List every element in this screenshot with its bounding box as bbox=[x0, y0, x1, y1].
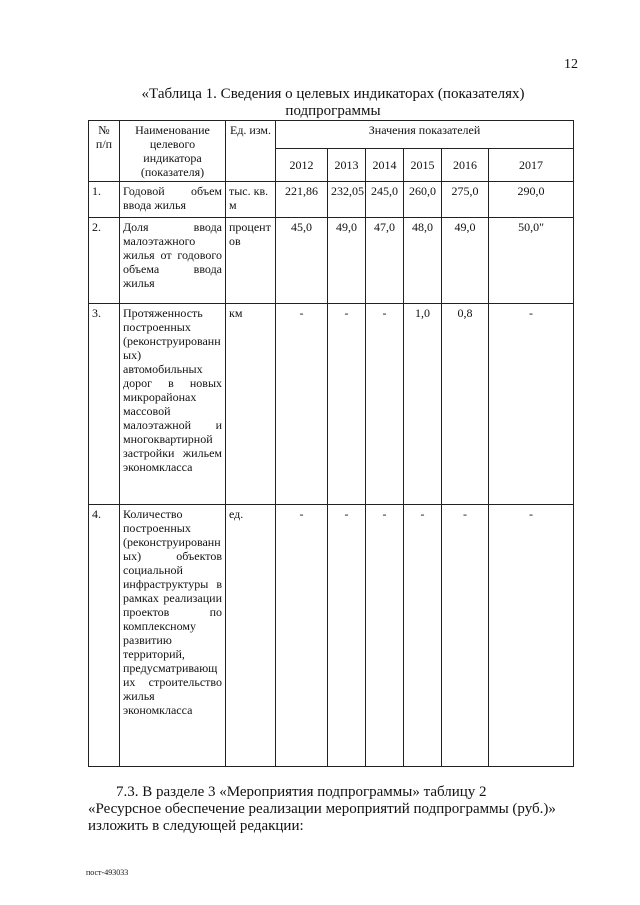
indicator-value: - bbox=[276, 304, 328, 505]
indicator-value: - bbox=[489, 505, 574, 767]
row-number: 3. bbox=[89, 304, 120, 505]
indicator-unit: ед. bbox=[226, 505, 276, 767]
header-year: 2015 bbox=[404, 149, 442, 182]
header-row bbox=[89, 121, 574, 149]
indicator-name: Количество построенных (реконструированных) объектов социальной инфраструктуры в рамках реализации проектов по комплексному развитию территорий, предусматривающих строительство жилья экономкласса bbox=[120, 505, 226, 767]
indicators-table bbox=[88, 120, 574, 767]
indicator-value: 45,0 bbox=[276, 218, 328, 304]
indicator-value: 232,05 bbox=[328, 182, 366, 218]
row-number: 1. bbox=[89, 182, 120, 218]
table-title-line-1: «Таблица 1. Сведения о целевых индикаторах (показателях) bbox=[141, 86, 525, 102]
indicator-value: 1,0 bbox=[404, 304, 442, 505]
table-title bbox=[88, 86, 578, 120]
indicator-value: 260,0 bbox=[404, 182, 442, 218]
header-year: 2012 bbox=[276, 149, 328, 182]
table-row bbox=[89, 505, 574, 767]
indicator-value: 50,0" bbox=[489, 218, 574, 304]
header-values: Значения показателей bbox=[276, 121, 574, 149]
row-number: 2. bbox=[89, 218, 120, 304]
indicator-value: - bbox=[328, 505, 366, 767]
indicator-name: Годовой объем ввода жилья bbox=[120, 182, 226, 218]
indicator-unit: км bbox=[226, 304, 276, 505]
paragraph-line-2: «Ресурсное обеспечение реализации мероприятий подпрограммы (руб.)» bbox=[88, 801, 556, 817]
paragraph-line-1: 7.3. В разделе 3 «Мероприятия подпрограммы» таблицу 2 bbox=[116, 784, 487, 800]
indicator-value: - bbox=[366, 505, 404, 767]
table-title-line-2: подпрограммы bbox=[285, 103, 381, 119]
indicator-value: - bbox=[442, 505, 489, 767]
indicator-value: - bbox=[328, 304, 366, 505]
table-row bbox=[89, 182, 574, 218]
indicator-value: 0,8 bbox=[442, 304, 489, 505]
indicator-unit: процентов bbox=[226, 218, 276, 304]
header-year: 2016 bbox=[442, 149, 489, 182]
indicator-value: 49,0 bbox=[328, 218, 366, 304]
indicator-value: 48,0 bbox=[404, 218, 442, 304]
indicator-value: 47,0 bbox=[366, 218, 404, 304]
indicator-value: 49,0 bbox=[442, 218, 489, 304]
header-unit: Ед. изм. bbox=[226, 121, 276, 182]
indicator-value: 245,0 bbox=[366, 182, 404, 218]
indicator-value: - bbox=[276, 505, 328, 767]
indicator-name: Доля ввода малоэтажного жилья от годового объема ввода жилья bbox=[120, 218, 226, 304]
row-number: 4. bbox=[89, 505, 120, 767]
table-row bbox=[89, 218, 574, 304]
indicator-value: - bbox=[366, 304, 404, 505]
indicator-name: Протяженность построенных (реконструированных) автомобильных дорог в новых микрорайонах массовой малоэтажной и многоквартирной застройки жильем экономкласса bbox=[120, 304, 226, 505]
header-year: 2013 bbox=[328, 149, 366, 182]
header-name: Наименование целевого индикатора (показателя) bbox=[120, 121, 226, 182]
indicator-value: 221,86 bbox=[276, 182, 328, 218]
indicator-value: - bbox=[489, 304, 574, 505]
document-code: пост-493033 bbox=[86, 868, 129, 877]
header-year: 2017 bbox=[489, 149, 574, 182]
body-paragraph bbox=[88, 784, 573, 835]
header-no: № п/п bbox=[89, 121, 120, 182]
indicator-value: - bbox=[404, 505, 442, 767]
paragraph-line-3: изложить в следующей редакции: bbox=[88, 818, 304, 834]
page-number: 12 bbox=[564, 57, 578, 72]
header-year: 2014 bbox=[366, 149, 404, 182]
indicator-value: 275,0 bbox=[442, 182, 489, 218]
indicator-unit: тыс. кв. м bbox=[226, 182, 276, 218]
indicator-value: 290,0 bbox=[489, 182, 574, 218]
table-row bbox=[89, 304, 574, 505]
